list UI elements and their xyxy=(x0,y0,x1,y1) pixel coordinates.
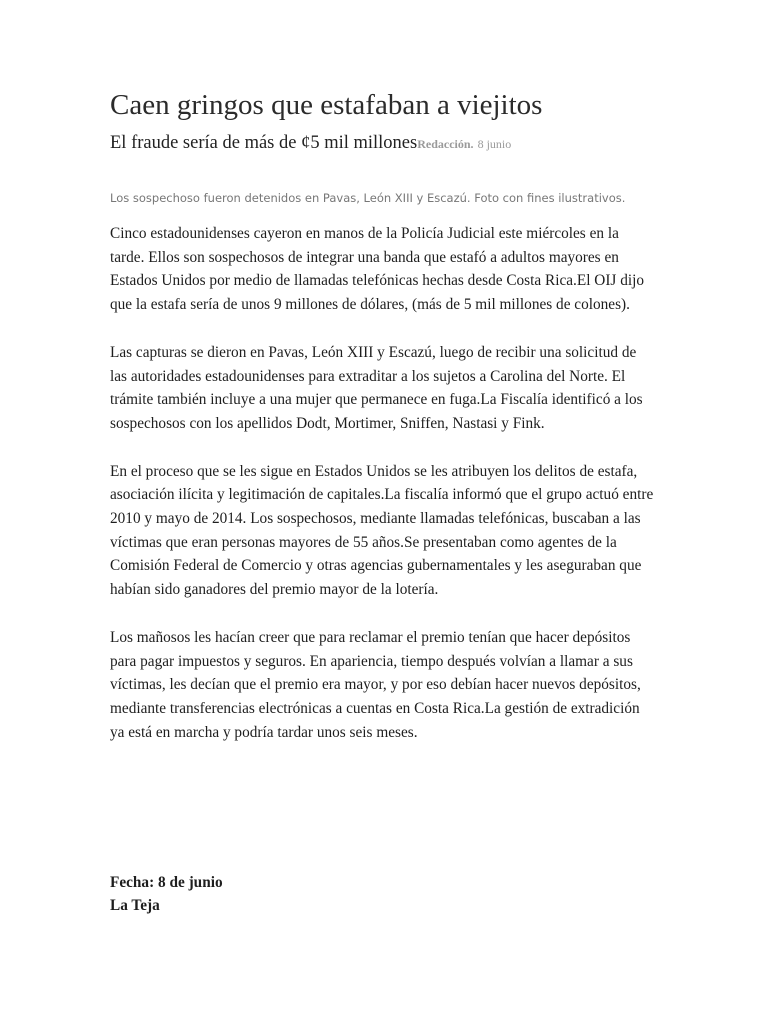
article-footer xyxy=(110,871,223,917)
footer-source: La Teja xyxy=(110,897,160,914)
footer-date: Fecha: 8 de junio xyxy=(110,874,223,891)
paragraph-4: Los mañosos les hacían creer que para reclamar el premio tenían que hacer depósitos para pagar impuestos y seguros. En apariencia, tiempo después volvían a llamar a sus víctimas, les decían que el premio era mayor, y por eso debían hacer nuevos depósitos, mediante transferencias electrónicas a cuentas en Costa Rica.La gestión de extradición ya está en marcha y podría tardar unos seis meses. xyxy=(110,628,641,741)
paragraph-1: Cinco estadounidenses cayeron en manos de la Policía Judicial este miércoles en la tarde. Ellos son sospechosos de integrar una banda que estafó a adultos mayores en Estados Unidos por medio de llamadas telefónicas hechas desde Costa Rica.El OIJ dijo que la estafa sería de unos 9 millones de dólares, (más de 5 mil millones de colones). xyxy=(110,225,644,314)
byline: Redacción. xyxy=(417,137,474,151)
headline: Caen gringos que estafaban a viejitos xyxy=(110,89,543,121)
subheadline: El fraude sería de más de ¢5 mil millones xyxy=(110,133,418,153)
byline-date: 8 junio xyxy=(477,137,512,151)
paragraph-2: Las capturas se dieron en Pavas, León XIII y Escazú, luego de recibir una solicitud de las autoridades estadounidenses para extraditar a los sujetos a Carolina del Norte. El trámite también incluye a una mujer que permanece en fuga.La Fiscalía identificó a los sospechosos con los apellidos Dodt, Mortimer, Sniffen, Nastasi y Fink. xyxy=(110,343,643,432)
paragraph-3: En el proceso que se les sigue en Estados Unidos se les atribuyen los delitos de estafa, asociación ilícita y legitimación de capitales.La fiscalía informó que el grupo actuó entre 2010 y mayo de 2014. Los sospechosos, mediante llamadas telefónicas, buscaban a las víctimas que eran personas mayores de 55 años.Se presentaban como agentes de la Comisión Federal de Comercio y otras agencias gubernamentales y les aseguraban que habían sido ganadores del premio mayor de la lotería. xyxy=(110,462,654,599)
photo-caption: Los sospechoso fueron detenidos en Pavas, León XIII y Escazú. Foto con fines ilustrativos. xyxy=(110,191,626,205)
article-body xyxy=(110,222,655,768)
subheadline-row xyxy=(110,130,511,157)
